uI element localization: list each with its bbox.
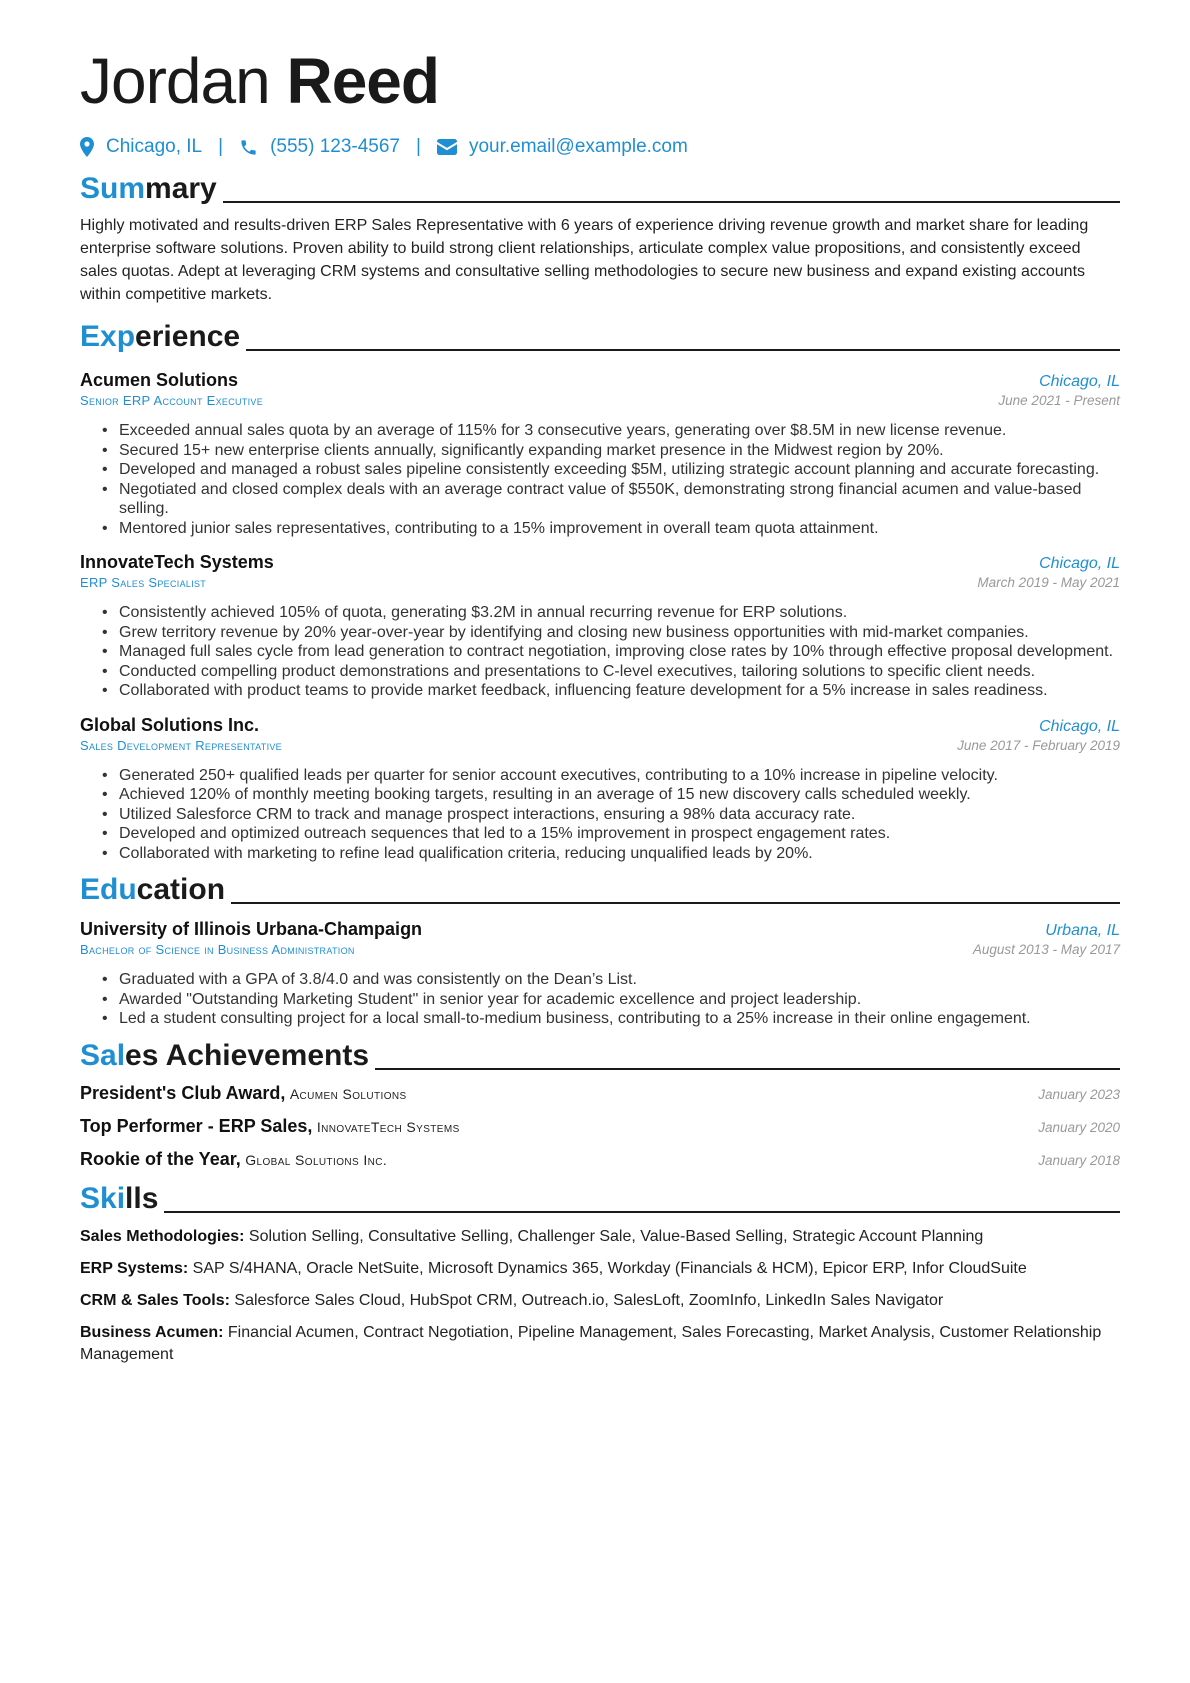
contact-phone[interactable]: [239, 136, 400, 158]
first-name: Jordan: [80, 45, 270, 117]
skill-row: [80, 1258, 1120, 1280]
experience-heading: [80, 320, 1120, 354]
list-item: • Collaborated with marketing to refine lead qualification criteria, reducing unqualified leads by 20%.: [102, 844, 1120, 864]
section-title: Education: [80, 873, 226, 906]
contact-email[interactable]: [437, 136, 688, 158]
achievement-title: Top Performer - ERP Sales: [80, 1115, 308, 1136]
phone-icon: [239, 138, 258, 157]
section-rule: [223, 201, 1120, 203]
entry-bullets: [102, 603, 1120, 701]
list-item: • Negotiated and closed complex deals with an average contract value of $550K, demonstrating strong financial acumen and value-based selling.: [102, 480, 1120, 519]
contact-bar: [80, 136, 1120, 158]
entry-location: Urbana, IL: [1045, 922, 1120, 939]
entry-role: ERP Sales Specialist: [80, 575, 207, 590]
list-item: • Graduated with a GPA of 3.8/4.0 and was consistently on the Dean’s List.: [102, 970, 1120, 990]
achievement-organization: Global Solutions Inc.: [245, 1151, 388, 1168]
phone-text: (555) 123-4567: [270, 136, 400, 157]
contact-separator: |: [416, 136, 421, 157]
section-title: Skills: [80, 1181, 159, 1215]
section-rule: [246, 349, 1120, 351]
list-item: • Awarded "Outstanding Marketing Student" in senior year for academic excellence and project leadership.: [102, 990, 1120, 1010]
achievements-heading: [80, 1039, 1120, 1073]
list-item: • Consistently achieved 105% of quota, generating $3.2M in annual recurring revenue for ERP solutions.: [102, 603, 1120, 623]
section-rule: [164, 1211, 1120, 1213]
achievement-date: January 2018: [1038, 1152, 1120, 1168]
achievement-item: Rookie of the Year, Global Solutions Inc. January 2018: [80, 1148, 1120, 1169]
section-rule: [231, 902, 1120, 904]
contact-location: [80, 136, 202, 158]
section-title: Experience: [80, 320, 241, 353]
envelope-icon: [437, 139, 457, 155]
skill-label: Business Acumen:: [80, 1323, 224, 1341]
entry-role: Senior ERP Account Executive: [80, 393, 264, 408]
skill-value: Salesforce Sales Cloud, HubSpot CRM, Outreach.io, SalesLoft, ZoomInfo, LinkedIn Sales Navigator: [234, 1291, 944, 1309]
list-item: • Managed full sales cycle from lead generation to contract negotiation, improving close rates by 10% through effective proposal development.: [102, 642, 1120, 662]
experience-entry: [80, 552, 1120, 701]
list-item: • Exceeded annual sales quota by an average of 115% for 3 consecutive years, generating over $8.5M in new license revenue.: [102, 421, 1120, 441]
entry-dates: August 2013 - May 2017: [972, 942, 1120, 957]
list-item: • Led a student consulting project for a local small-to-medium business, contributing to a 25% increase in their online engagement.: [102, 1009, 1120, 1029]
list-item: • Generated 250+ qualified leads per quarter for senior account executives, contributing to a 10% increase in pipeline velocity.: [102, 766, 1120, 786]
skills-heading: [80, 1182, 1120, 1216]
education-heading: [80, 873, 1120, 907]
skill-label: CRM & Sales Tools:: [80, 1291, 230, 1309]
education-entry: [80, 919, 1120, 1029]
list-item: • Secured 15+ new enterprise clients annually, significantly expanding market presence in the Midwest region by 20%.: [102, 441, 1120, 461]
list-item: • Utilized Salesforce CRM to track and manage prospect interactions, ensuring a 98% data accuracy rate.: [102, 805, 1120, 825]
entry-location: Chicago, IL: [1039, 717, 1120, 735]
entry-organization: InnovateTech Systems: [80, 552, 274, 572]
entry-dates: March 2019 - May 2021: [977, 575, 1120, 590]
list-item: • Developed and optimized outreach sequences that led to a 15% improvement in prospect engagement rates.: [102, 824, 1120, 844]
summary-heading: [80, 172, 1120, 206]
entry-organization: Global Solutions Inc.: [80, 714, 260, 735]
map-pin-icon: [80, 137, 94, 157]
entry-role: Bachelor of Science in Business Administration: [80, 942, 355, 957]
section-title: Summary: [80, 172, 217, 205]
entry-dates: June 2021 - Present: [998, 393, 1120, 408]
achievement-date: January 2023: [1038, 1086, 1120, 1102]
entry-organization: University of Illinois Urbana-Champaign: [80, 919, 423, 939]
candidate-name: [80, 42, 1120, 120]
summary-text: Highly motivated and results-driven ERP Sales Representative with 6 years of experience driving revenue growth and market share for leading enterprise software solutions. Proven ability to build strong client relationships, articulate complex value propositions, and consistently exceed sales quotas. Adept at leveraging CRM systems and consultative selling methodologies to secure new business and expand existing accounts within competitive markets.: [80, 217, 1089, 303]
entry-bullets: [102, 970, 1120, 1029]
achievement-item: President's Club Award, Acumen Solutions January 2023: [80, 1082, 1120, 1103]
skill-label: Sales Methodologies:: [80, 1227, 245, 1245]
list-item: • Achieved 120% of monthly meeting booking targets, resulting in an average of 15 new discovery calls scheduled weekly.: [102, 785, 1120, 805]
skill-label: ERP Systems:: [80, 1259, 189, 1277]
list-item: • Conducted compelling product demonstrations and presentations to C-level executives, tailoring solutions to specific client needs.: [102, 662, 1120, 682]
entry-location: Chicago, IL: [1039, 555, 1120, 572]
achievement-organization: InnovateTech Systems: [316, 1118, 460, 1135]
list-item: • Collaborated with product teams to provide market feedback, influencing feature development for a 5% increase in sales readiness.: [102, 681, 1120, 701]
achievement-organization: Acumen Solutions: [289, 1085, 407, 1102]
list-item: • Developed and managed a robust sales pipeline consistently exceeding $5M, utilizing strategic account planning and accurate forecasting.: [102, 460, 1120, 480]
skill-value: SAP S/4HANA, Oracle NetSuite, Microsoft Dynamics 365, Workday (Financials & HCM), Epicor ERP, Infor CloudSuite: [192, 1259, 1027, 1277]
last-name: Reed: [286, 45, 439, 117]
entry-dates: June 2017 - February 2019: [957, 737, 1120, 753]
contact-separator: |: [218, 136, 224, 157]
section-title: Sales Achievements: [80, 1038, 370, 1072]
list-item: • Grew territory revenue by 20% year-over-year by identifying and closing new business opportunities with mid-market companies.: [102, 623, 1120, 643]
skill-value: Financial Acumen, Contract Negotiation, Pipeline Management, Sales Forecasting, Market Analysis, Customer Relationship Management: [80, 1323, 1102, 1363]
entry-bullets: [102, 421, 1120, 538]
experience-entry: [80, 370, 1120, 538]
skill-value: Solution Selling, Consultative Selling, Challenger Sale, Value-Based Selling, Strategic Account Planning: [248, 1227, 984, 1245]
entry-location: Chicago, IL: [1039, 373, 1120, 390]
skill-row: [80, 1226, 1120, 1248]
entry-role: Sales Development Representative: [80, 737, 282, 753]
entry-organization: Acumen Solutions: [80, 370, 239, 390]
achievement-title: President's Club Award: [80, 1082, 281, 1103]
skill-row: [80, 1290, 1120, 1312]
section-rule: [375, 1068, 1120, 1070]
location-text: Chicago, IL: [106, 136, 203, 157]
skill-row: [80, 1322, 1120, 1366]
list-item: • Mentored junior sales representatives, contributing to a 15% improvement in overall team quota attainment.: [102, 519, 1120, 539]
email-text: your.email@example.com: [468, 136, 688, 157]
resume-page: [80, 42, 1120, 1366]
achievements-list: [80, 1083, 1120, 1170]
achievement-title: Rookie of the Year: [80, 1148, 236, 1169]
achievement-date: January 2020: [1038, 1119, 1120, 1135]
experience-entry: [80, 715, 1120, 864]
entry-bullets: [102, 766, 1120, 864]
skills-list: [80, 1226, 1120, 1366]
achievement-item: Top Performer - ERP Sales, InnovateTech Systems January 2020: [80, 1115, 1120, 1136]
